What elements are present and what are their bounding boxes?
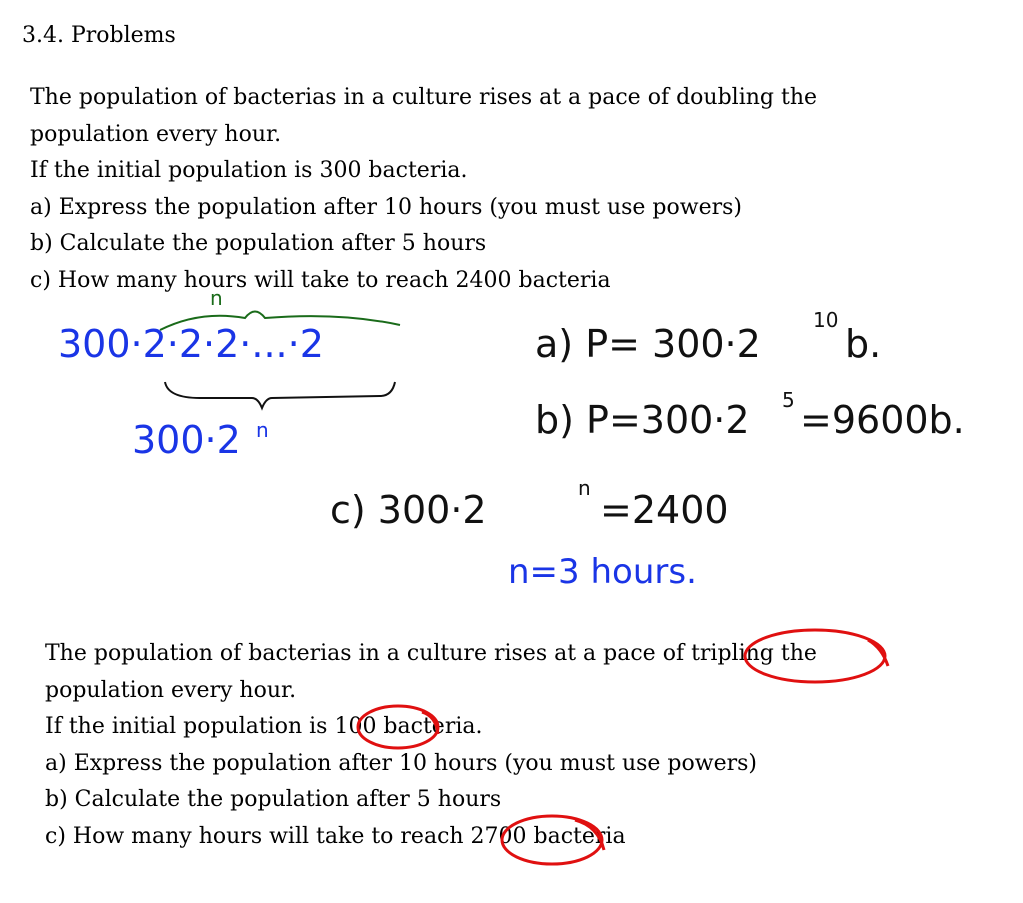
problem-2-line: b) Calculate the population after 5 hours	[45, 787, 502, 812]
handwritten-product: 300·2·2·2·...·2	[58, 322, 324, 366]
answer-a-exponent: 10	[813, 308, 839, 332]
handwritten-power-exp: n	[256, 418, 269, 442]
answer-a: a) P= 300·2	[535, 322, 761, 366]
circle-tripling	[745, 630, 885, 682]
answer-c-result: n=3 hours.	[508, 552, 697, 592]
problem-2-line: If the initial population is 100 bacteria.	[45, 714, 483, 739]
handwritten-product-n: n	[210, 286, 223, 310]
answer-a-unit: b.	[845, 322, 882, 366]
answer-c-rhs: =2400	[600, 488, 729, 532]
answer-c-exponent: n	[578, 476, 591, 500]
problem-1-line: a) Express the population after 10 hours (you must use powers)	[30, 194, 743, 220]
problem-1-line: If the initial population is 300 bacteria.	[30, 158, 468, 183]
handwritten-power-form: 300·2	[132, 418, 241, 462]
problem-1-line: The population of bacterias in a culture rises at a pace of doubling the	[30, 85, 818, 110]
answer-b: b) P=300·2	[535, 398, 750, 442]
answer-b-result: =9600b.	[800, 398, 965, 442]
problem-2-line: The population of bacterias in a culture rises at a pace of tripling the	[45, 641, 817, 666]
problem-1-line: population every hour.	[30, 121, 282, 147]
problem-1-line: c) How many hours will take to reach 2400 bacteria	[30, 267, 611, 293]
problem-2-line: c) How many hours will take to reach 2700 bacteria	[45, 823, 626, 849]
circle-2700	[502, 816, 602, 864]
problem-2-line: population every hour.	[45, 677, 297, 703]
problem-1-line: b) Calculate the population after 5 hours	[30, 231, 487, 256]
answer-c: c) 300·2	[330, 488, 487, 532]
section-heading: 3.4. Problems	[22, 23, 176, 48]
circle-100-tail	[422, 712, 438, 734]
problem-2-line: a) Express the population after 10 hours (you must use powers)	[45, 750, 758, 776]
answer-b-exponent: 5	[782, 388, 795, 412]
black-brace	[165, 382, 395, 408]
green-brace	[160, 312, 400, 331]
